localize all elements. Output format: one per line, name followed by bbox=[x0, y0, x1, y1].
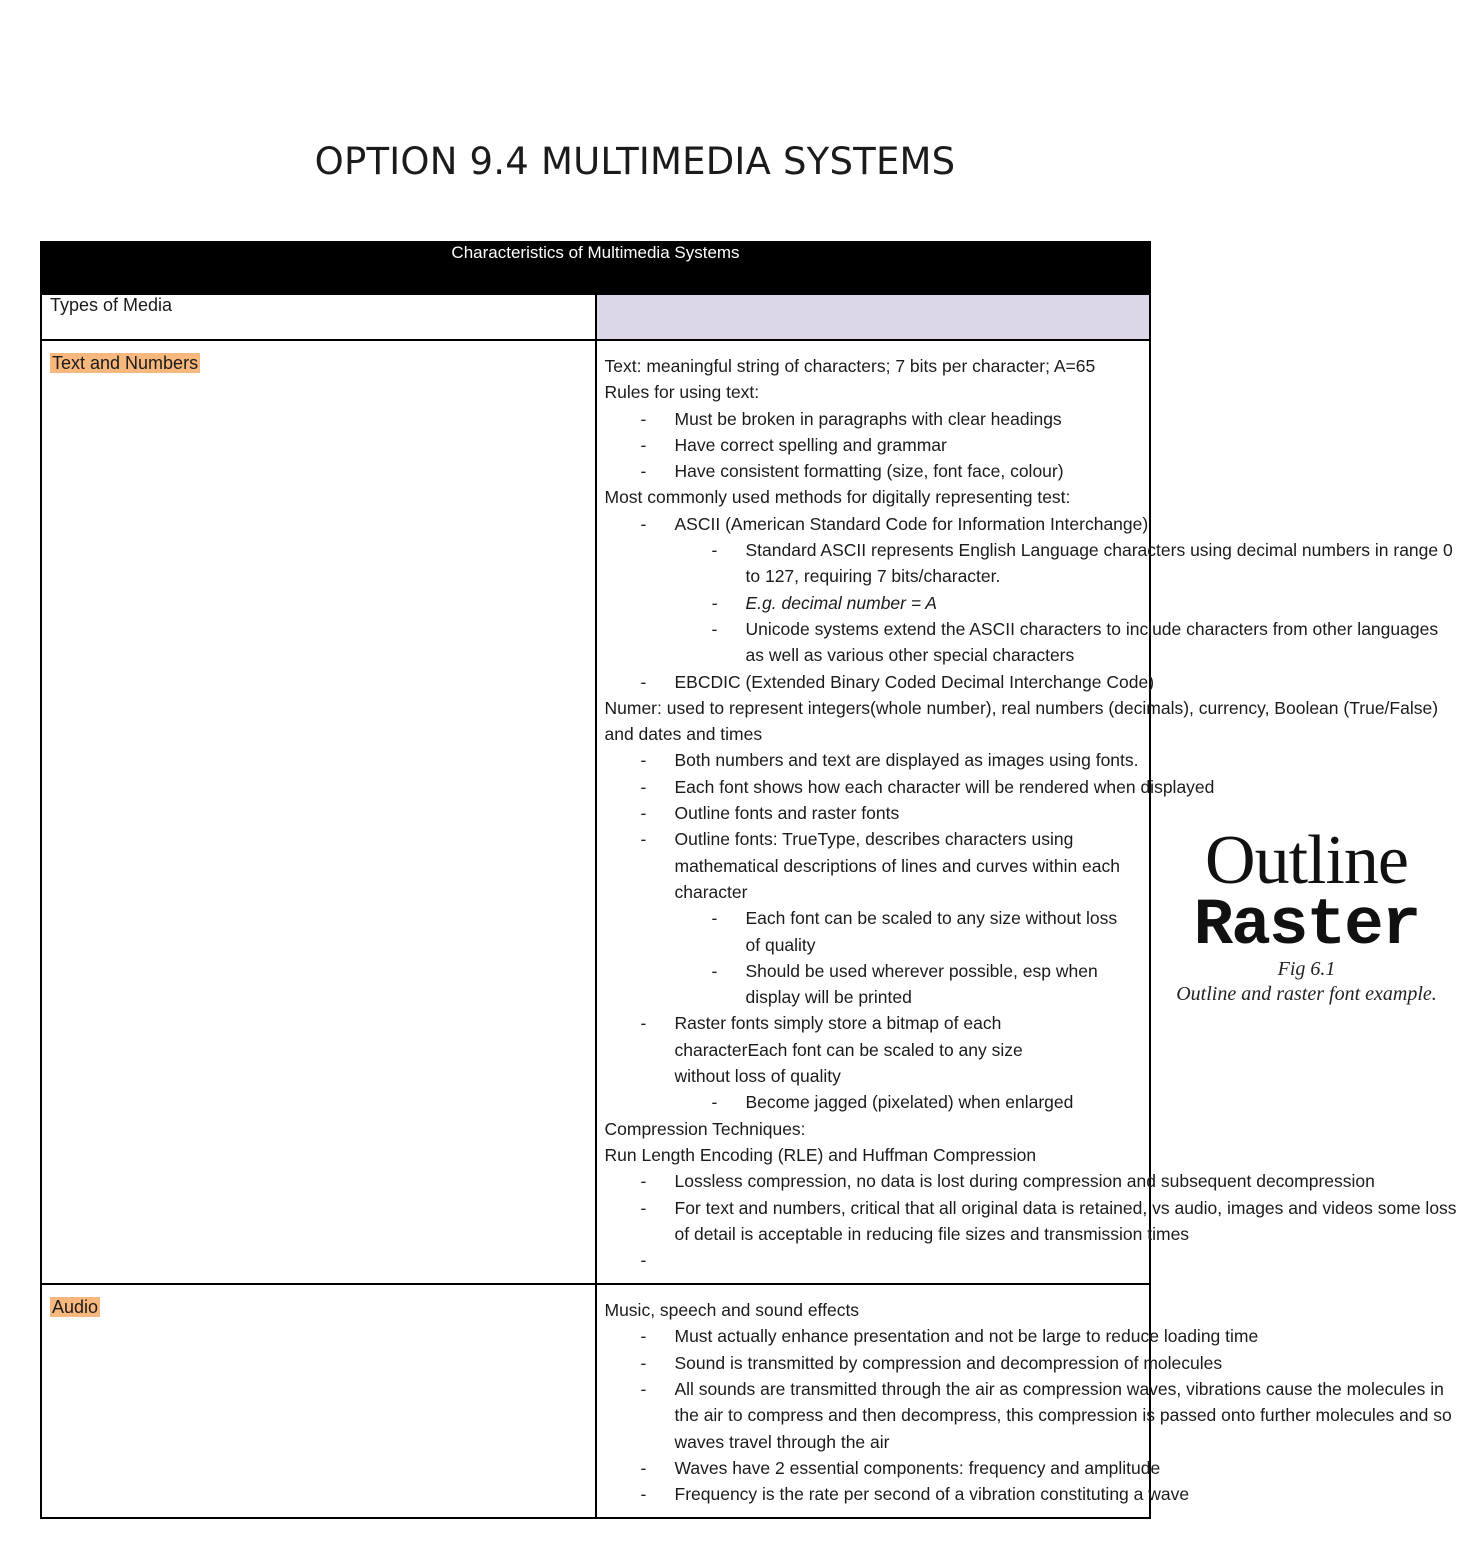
sub-bullet-item: - E.g. decimal number = A bbox=[605, 590, 1140, 616]
bullet-item: - Raster fonts simply store a bitmap of each characterEach font can be scaled to any size without loss of quality bbox=[605, 1010, 1070, 1089]
row-label-cell bbox=[41, 1284, 596, 1518]
bullet-item: - All sounds are transmitted through the air as compression waves, vibrations cause the molecules in the air to compress and then decompress, this compression is passed onto further molecules and so waves travel through the air bbox=[605, 1376, 1465, 1455]
text-line: Run Length Encoding (RLE) and Huffman Compression bbox=[604, 1144, 1037, 1165]
raster-font-sample: Raster bbox=[1193, 888, 1420, 963]
types-of-media-heading: Types of Media bbox=[41, 294, 596, 340]
text-line: Numer: used to represent integers(whole number), real numbers (decimals), currency, Boolean (True/False) and dates and times bbox=[604, 697, 1439, 745]
bullet-item: - Must be broken in paragraphs with clear headings bbox=[605, 406, 1140, 432]
bullet-item: - Must actually enhance presentation and not be large to reduce loading time bbox=[605, 1323, 1140, 1349]
sub-bullet-item: - Each font can be scaled to any size without loss of quality bbox=[605, 905, 1126, 958]
figure-number: Fig 6.1 bbox=[1277, 958, 1336, 980]
outline-font-sample: Outline bbox=[1205, 822, 1408, 899]
table-row bbox=[41, 1284, 1150, 1518]
sub-bullet-item: - Standard ASCII represents English Language characters using decimal numbers in range 0 to 127, requiring 7 bits/character. bbox=[605, 537, 1461, 590]
bullet-item: - Have consistent formatting (size, font face, colour) bbox=[605, 458, 1140, 484]
page-title: OPTION 9.4 MULTIMEDIA SYSTEMS bbox=[314, 140, 956, 183]
bullet-item: - Both numbers and text are displayed as images using fonts. bbox=[605, 747, 1140, 773]
text-line: Music, speech and sound effects bbox=[604, 1300, 860, 1321]
bullet-item: - Outline fonts and raster fonts bbox=[605, 800, 1140, 826]
row-content-cell bbox=[596, 1284, 1452, 1518]
bullet-item: - Sound is transmitted by compression and decompression of molecules bbox=[605, 1350, 1140, 1376]
row-label-cell bbox=[41, 340, 596, 1284]
text-line: Most commonly used methods for digitally representing test: bbox=[604, 487, 1071, 508]
bullet-item: - Outline fonts: TrueType, describes characters using mathematical descriptions of lines and curves within each character bbox=[605, 826, 1125, 905]
table-row bbox=[41, 340, 1150, 1284]
font-example-figure bbox=[1157, 822, 1457, 1007]
table-header-row bbox=[41, 242, 1150, 294]
bullet-item bbox=[605, 1247, 1140, 1273]
sub-bullet-item: - Should be used wherever possible, esp when display will be printed bbox=[605, 958, 1106, 1011]
bullet-item: - ASCII (American Standard Code for Information Interchange) bbox=[605, 511, 1140, 537]
text-line: Text: meaningful string of characters; 7 bits per character; A=65 bbox=[604, 356, 1096, 376]
bullet-item: - EBCDIC (Extended Binary Coded Decimal Interchange Code) bbox=[605, 669, 1140, 695]
bullet-item: - Each font shows how each character will be rendered when displayed bbox=[605, 774, 1140, 800]
row-label-text-and-numbers: Text and Numbers bbox=[52, 353, 199, 373]
text-line: Rules for using text: bbox=[604, 382, 760, 403]
subheader-blank-cell bbox=[596, 294, 1151, 340]
table-header: Characteristics of Multimedia Systems bbox=[41, 242, 1150, 294]
characteristics-table bbox=[40, 241, 1457, 1519]
bullet-item: - Frequency is the rate per second of a vibration constituting a wave bbox=[605, 1481, 1140, 1507]
row-label-audio: Audio bbox=[52, 1297, 99, 1318]
row-content-cell bbox=[596, 340, 1457, 1284]
bullet-item: - Waves have 2 essential components: frequency and amplitude bbox=[605, 1455, 1140, 1481]
bullet-item: - Lossless compression, no data is lost during compression and subsequent decompression bbox=[605, 1168, 1140, 1194]
text-line: Compression Techniques: bbox=[604, 1118, 806, 1139]
sub-bullet-item: - Become jagged (pixelated) when enlarged bbox=[605, 1089, 1140, 1115]
table-subheader-row bbox=[41, 294, 1150, 340]
bullet-item: - For text and numbers, critical that all original data is retained, vs audio, images and videos some loss of detail is acceptable in reducing file sizes and transmission times bbox=[605, 1195, 1465, 1248]
bullet-item: - Have correct spelling and grammar bbox=[605, 432, 1140, 458]
figure-caption: Outline and raster font example. bbox=[1176, 983, 1437, 1005]
sub-bullet-item: - Unicode systems extend the ASCII characters to include characters from other languages as well as various other special characters bbox=[605, 616, 1446, 669]
